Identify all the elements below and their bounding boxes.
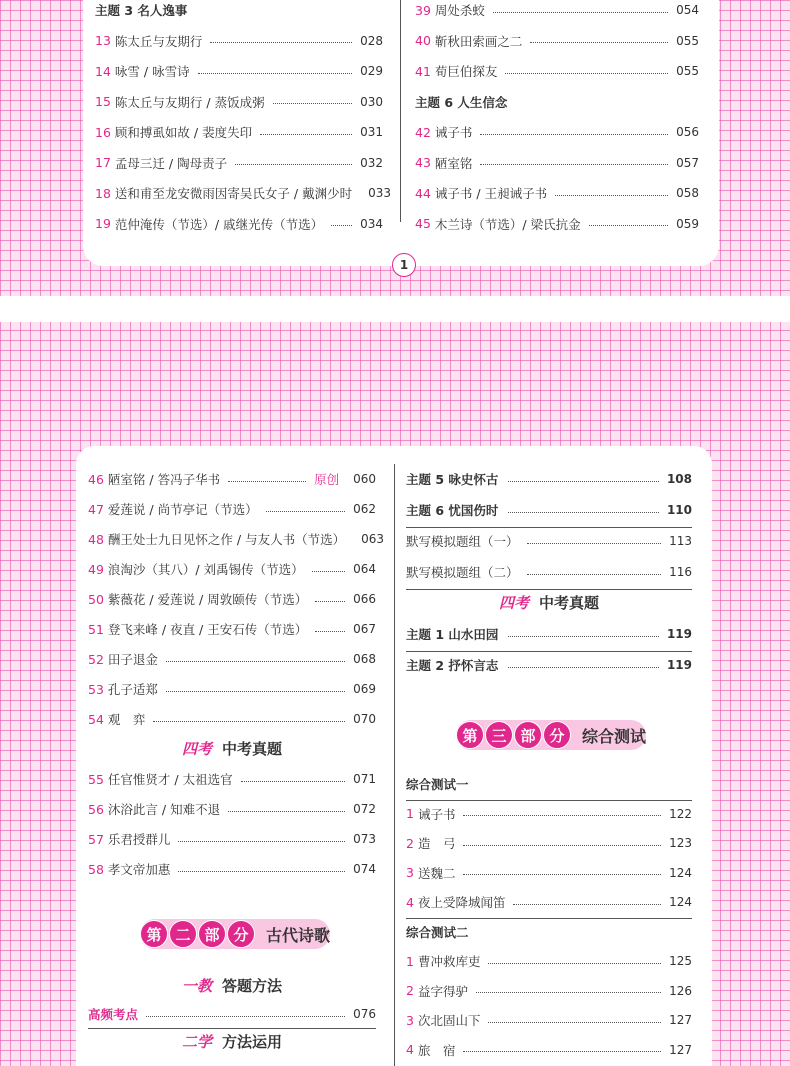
entry-number: 18 [95,185,111,201]
entry-number: 54 [88,711,104,727]
entry-title: 紫薇花 / 爱莲说 / 周敦颐传（节选） [107,592,308,607]
entry-number: 3 [406,865,414,880]
page-ref: 127 [669,1042,692,1057]
dot-leader [530,42,668,43]
theme-heading[interactable] [406,624,692,644]
section-heading [88,738,376,759]
entry-title: 登飞来峰 / 夜直 / 王安石传（节选） [107,622,308,637]
page-ref: 055 [676,64,699,78]
toc-entry[interactable] [88,529,384,549]
dot-leader [178,871,345,872]
page-ref: 070 [353,712,376,726]
entry-title: 诫子书 [434,125,473,140]
page-ref: 060 [353,472,376,486]
toc-entry[interactable] [415,31,699,51]
section-heading [88,975,376,996]
entry-number: 52 [88,651,104,667]
dot-leader [508,636,659,637]
toc-entry[interactable] [95,214,383,234]
page-ref: 034 [360,216,383,231]
dot-leader [166,691,345,692]
toc-entry[interactable] [406,951,692,971]
dot-leader [210,42,352,43]
entry-title: 木兰诗（节选）/ 梁氏抗金 [434,216,581,232]
section-title: 中考真题 [539,594,600,612]
entry-title: 陋室铭 [434,155,473,171]
toc-entry[interactable] [88,679,376,699]
entry-title: 顾和搏虱如故 / 裴度失印 [114,125,253,140]
entry-title: 孝文帝加惠 [107,862,171,877]
toc-entry[interactable] [406,1010,692,1030]
page-ref: 028 [360,33,383,48]
entry-title: 周处杀蛟 [434,3,485,18]
page-ref: 122 [669,806,692,821]
entry-number: 4 [406,1042,414,1057]
entry-number: 46 [88,471,104,487]
entry-number: 13 [95,33,111,48]
toc-column-right [406,446,692,1066]
entry-number: 56 [88,801,104,817]
toc-entry[interactable] [88,469,376,489]
theme-heading[interactable] [406,922,692,942]
theme-heading[interactable] [406,500,692,520]
entry-title: 夜上受降城闻笛 [417,895,506,910]
section-prefix: 四考 [181,740,212,758]
dot-leader [513,904,661,905]
toc-entry[interactable] [95,31,383,51]
dot-leader [488,1022,661,1023]
toc-entry[interactable] [406,863,692,883]
dot-leader [241,781,346,782]
entry-number: 55 [88,771,104,787]
dot-leader [463,1051,661,1052]
toc-card-bottom [76,446,712,1066]
original-tag: 原创 [314,472,340,487]
entry-title: 送和甫至龙安微雨因寄吴氏女子 / 戴渊少时 [114,186,353,201]
banner-char: 三 [485,721,513,749]
entry-title: 旅 宿 [417,1042,456,1058]
toc-entry[interactable] [406,833,692,853]
entry-number: 44 [415,185,431,201]
page-ref: 116 [669,565,692,579]
entry-title: 默写模拟题组（一） [406,534,519,549]
toc-entry[interactable] [88,829,376,849]
page-ref: 074 [353,862,376,876]
entry-title: 沐浴此言 / 知难不退 [107,802,221,817]
page-ref: 063 [361,532,384,546]
entry-title: 益字得驴 [417,983,468,999]
column-divider [400,0,401,222]
theme-heading[interactable] [406,655,692,675]
entry-title: 默写模拟题组（二） [406,565,519,580]
dot-leader [589,225,669,226]
dot-leader [493,12,668,13]
entry-title: 主题 6 忧国伤时 [406,503,499,518]
page-ref: 033 [368,186,391,200]
entry-title: 次北固山下 [417,1013,481,1028]
entry-number: 53 [88,681,104,697]
entry-number: 14 [95,63,111,79]
toc-entry[interactable] [88,559,376,579]
page-ref: 066 [353,592,376,606]
page-ref: 126 [669,983,692,998]
toc-card-top [83,0,719,266]
theme-heading[interactable] [415,92,699,112]
entry-title: 靳秋田索画之二 [434,33,523,49]
toc-entry[interactable] [88,619,376,639]
entry-number: 3 [406,1012,414,1028]
entry-number: 50 [88,591,104,607]
entry-number: 51 [88,621,104,637]
toc-entry[interactable] [88,589,376,609]
entry-number: 1 [406,806,414,821]
toc-column-left [88,446,384,1066]
entry-title: 陈太丘与友期行 / 蒸饭成粥 [114,94,265,110]
page-ref: 125 [669,954,692,968]
page-ref: 108 [666,472,692,486]
dot-leader [153,721,345,722]
dot-leader [331,225,352,226]
entry-title: 浪淘沙（其八）/ 刘禹锡传（节选） [107,562,304,577]
entry-separator [88,1028,376,1029]
theme-heading[interactable] [406,469,692,489]
entry-separator [406,589,692,590]
dot-leader [488,963,661,964]
banner-char: 部 [514,721,542,749]
dot-leader [166,661,345,662]
toc-entry[interactable] [95,92,383,112]
toc-entry[interactable] [415,153,699,173]
entry-title: 主题 1 山水田园 [406,627,499,642]
dot-leader [508,667,659,668]
section-prefix: 一教 [181,977,212,995]
page-ref: 058 [676,186,699,200]
page-ref: 069 [353,682,376,696]
page-ref: 124 [669,895,692,909]
entry-title: 乐君授群儿 [107,832,171,847]
banner-label: 古代诗歌 [266,925,331,945]
page-ref: 057 [676,155,699,170]
section-prefix: 二学 [181,1033,212,1051]
section-title: 中考真题 [222,740,283,758]
banner-char: 二 [169,920,197,948]
toc-entry[interactable] [88,859,376,879]
entry-title: 主题 3 名人逸事 [95,3,188,18]
dot-leader [555,195,668,196]
entry-number: 58 [88,861,104,877]
part-banner [140,919,330,949]
banner-part-number [456,721,572,749]
toc-entry[interactable] [88,769,376,789]
entry-title: 诫子书 / 王昶诫子书 [434,186,548,201]
entry-number: 41 [415,63,431,79]
entry-title: 综合测试一 [406,777,469,792]
entry-title: 曹冲救库吏 [417,954,481,969]
entry-title: 陈太丘与友期行 [114,33,203,49]
dot-leader [273,103,353,104]
page-ref: 076 [353,1007,376,1021]
entry-title: 任官惟贤才 / 太祖选官 [107,772,233,787]
page-ref: 124 [669,865,692,880]
entry-number: 42 [415,124,431,140]
banner-char: 分 [543,721,571,749]
page-ref: 030 [360,94,383,109]
page-ref: 056 [676,125,699,139]
banner-char: 第 [456,721,484,749]
entry-title: 荀巨伯探友 [434,64,498,79]
page-ref: 072 [353,802,376,816]
entry-title: 造 弓 [417,836,456,851]
page-number: 1 [392,253,416,277]
dot-leader [476,992,661,993]
dot-leader [480,164,668,165]
toc-entry[interactable] [415,214,699,234]
entry-separator [406,527,692,528]
entry-number: 1 [406,953,414,969]
dot-leader [480,134,668,135]
banner-char: 第 [140,920,168,948]
toc-entry[interactable] [406,1040,692,1060]
toc-entry[interactable] [95,183,391,203]
page-ref: 067 [353,622,376,636]
page-ref: 119 [666,627,692,641]
page-ref: 032 [360,155,383,170]
dot-leader [505,73,668,74]
entry-number: 2 [406,835,414,851]
dot-leader [508,481,659,482]
dot-leader [527,574,662,575]
entry-title: 孔子适郑 [107,682,158,697]
dot-leader [178,841,345,842]
entry-number: 57 [88,831,104,847]
entry-number: 43 [415,155,431,170]
entry-title: 孟母三迁 / 陶母责子 [114,155,228,171]
entry-title: 主题 6 人生信念 [415,94,508,110]
entry-number: 45 [415,216,431,231]
page-ref: 119 [666,658,692,672]
page-ref: 031 [360,125,383,139]
banner-label: 综合测试 [582,726,647,746]
page-ref: 113 [669,534,692,548]
toc-entry[interactable] [415,0,699,20]
entry-title: 观 弈 [107,712,146,727]
toc-entry[interactable] [406,981,692,1001]
page-ref: 073 [353,832,376,846]
page-ref: 059 [676,216,699,231]
dot-leader [463,874,661,875]
dot-leader [266,511,346,512]
banner-part-number [140,920,256,948]
part-banner [456,720,646,750]
entry-title: 主题 2 抒怀言志 [406,658,499,673]
entry-number: 16 [95,124,111,140]
entry-title: 主题 5 咏史怀古 [406,472,499,487]
toc-entry[interactable] [95,61,383,81]
entry-number: 2 [406,983,414,998]
entry-number: 48 [88,531,104,547]
entry-separator [406,800,692,801]
dot-leader [527,543,662,544]
dot-leader [508,512,659,513]
dot-leader [315,631,345,632]
toc-entry[interactable] [88,799,376,819]
toc-entry[interactable] [95,153,383,173]
entry-title: 酬王处士九日见怀之作 / 与友人书（节选） [107,532,346,547]
page-ref: 127 [669,1013,692,1027]
section-title: 方法运用 [222,1033,283,1051]
dot-leader [235,164,352,165]
page-ref: 029 [360,64,383,78]
entry-title: 爱莲说 / 尚节亭记（节选） [107,502,258,517]
dot-leader [228,811,345,812]
toc-entry[interactable] [415,183,699,203]
toc-entry[interactable] [88,499,376,519]
toc-entry[interactable] [406,892,692,912]
dot-leader [312,571,346,572]
page-ref: 054 [676,3,699,17]
toc-entry[interactable] [415,122,699,142]
banner-char: 分 [227,920,255,948]
page-ref: 068 [353,652,376,666]
section-heading [88,1031,376,1052]
section-heading [406,592,692,613]
toc-entry[interactable] [406,804,692,824]
entry-number: 40 [415,33,431,48]
toc-entry[interactable] [406,531,692,551]
entry-title: 高频考点 [88,1007,139,1022]
page-ref: 071 [353,772,376,786]
dot-leader [260,134,352,135]
entry-title: 陋室铭 / 答冯子华书 [107,472,221,487]
page-ref: 123 [669,836,692,850]
toc-entry[interactable] [88,709,376,729]
entry-number: 49 [88,561,104,577]
entry-title: 咏雪 / 咏雪诗 [114,64,190,79]
toc-entry[interactable] [406,562,692,582]
entry-number: 15 [95,94,111,109]
toc-entry[interactable] [415,61,699,81]
toc-entry[interactable] [88,1004,376,1024]
page-divider [0,296,790,322]
dot-leader [315,601,345,602]
entry-number: 4 [406,894,414,910]
entry-title: 范仲淹传（节选）/ 戚继光传（节选） [114,216,324,232]
entry-number: 47 [88,501,104,517]
dot-leader [463,845,661,846]
entry-title: 诫子书 [417,806,456,822]
page-ref: 062 [353,502,376,516]
entry-title: 综合测试二 [406,924,469,940]
toc-entry[interactable] [95,122,383,142]
dot-leader [228,481,306,482]
toc-entry[interactable] [88,649,376,669]
dot-leader [463,815,661,816]
section-prefix: 四考 [498,594,529,612]
entry-number: 39 [415,2,431,18]
page-ref: 055 [676,33,699,48]
theme-heading[interactable] [406,774,692,794]
dot-leader [146,1016,345,1017]
section-title: 答题方法 [222,977,283,995]
column-divider [394,464,395,1066]
entry-title: 田子退金 [107,652,158,667]
dot-leader [198,73,353,74]
entry-number: 19 [95,216,111,231]
entry-number: 17 [95,155,111,170]
page-ref: 064 [353,562,376,576]
theme-heading[interactable] [95,0,383,20]
page-ref: 110 [666,503,692,517]
entry-separator [406,651,692,652]
banner-char: 部 [198,920,226,948]
entry-title: 送魏二 [417,865,456,881]
entry-separator [406,918,692,919]
